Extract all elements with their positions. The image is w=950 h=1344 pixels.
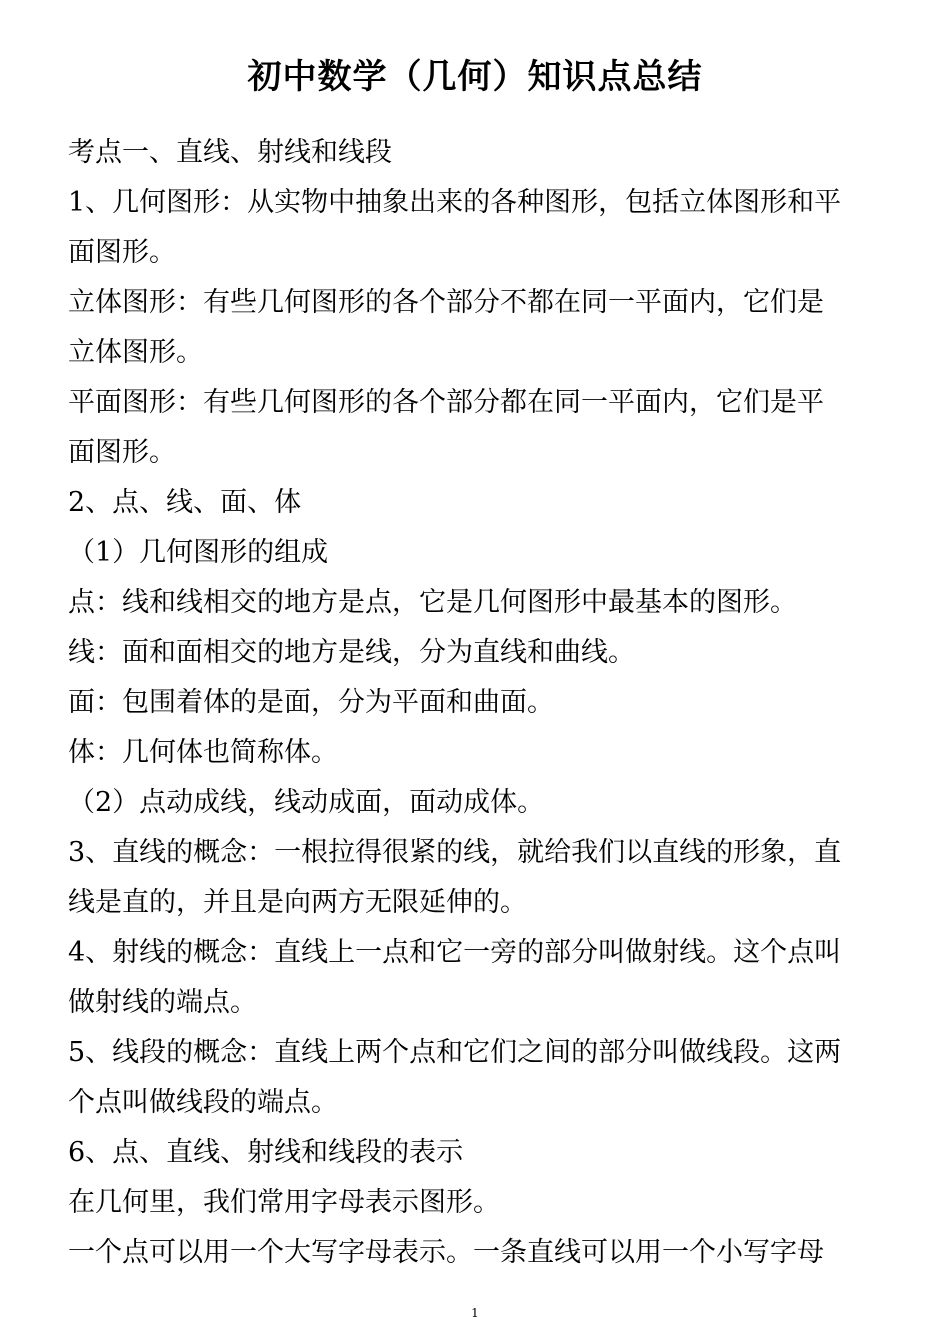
document-title: 初中数学（几何）知识点总结	[247, 57, 703, 97]
paragraph-line: 个点叫做线段的端点。	[68, 1087, 338, 1118]
document-body	[68, 128, 883, 1278]
paragraph-line: 4、射线的概念：直线上一点和它一旁的部分叫做射线。这个点叫	[68, 937, 842, 968]
paragraph-line: 5、线段的概念：直线上两个点和它们之间的部分叫做线段。这两	[68, 1037, 842, 1068]
paragraph-line: 面：包围着体的是面，分为平面和曲面。	[68, 687, 554, 718]
paragraph-line: 做射线的端点。	[68, 987, 257, 1018]
paragraph-line: 一个点可以用一个大写字母表示。一条直线可以用一个小写字母	[68, 1237, 824, 1268]
paragraph-line: 点：线和线相交的地方是点，它是几何图形中最基本的图形。	[68, 587, 797, 618]
paragraph-line: 面图形。	[68, 237, 176, 268]
paragraph-line: （2）点动成线，线动成面，面动成体。	[68, 787, 545, 818]
paragraph-line: 1、几何图形：从实物中抽象出来的各种图形，包括立体图形和平	[68, 187, 842, 218]
paragraph-line: 线是直的，并且是向两方无限延伸的。	[68, 887, 527, 918]
paragraph-line: 体：几何体也简称体。	[68, 737, 338, 768]
paragraph-line: 平面图形：有些几何图形的各个部分都在同一平面内，它们是平	[68, 387, 824, 418]
paragraph-line: 线：面和面相交的地方是线，分为直线和曲线。	[68, 637, 635, 668]
page-number: 1	[471, 1306, 479, 1320]
paragraph-line: （1）几何图形的组成	[68, 537, 329, 568]
paragraph-line: 3、直线的概念：一根拉得很紧的线，就给我们以直线的形象，直	[68, 837, 842, 868]
paragraph-line: 面图形。	[68, 437, 176, 468]
paragraph-line: 立体图形。	[68, 337, 203, 368]
paragraph-line: 立体图形：有些几何图形的各个部分不都在同一平面内，它们是	[68, 287, 824, 318]
paragraph-line: 在几何里，我们常用字母表示图形。	[68, 1187, 500, 1218]
paragraph-line: 6、点、直线、射线和线段的表示	[68, 1137, 464, 1168]
section-heading: 考点一、直线、射线和线段	[68, 137, 392, 168]
paragraph-line: 2、点、线、面、体	[68, 487, 302, 518]
